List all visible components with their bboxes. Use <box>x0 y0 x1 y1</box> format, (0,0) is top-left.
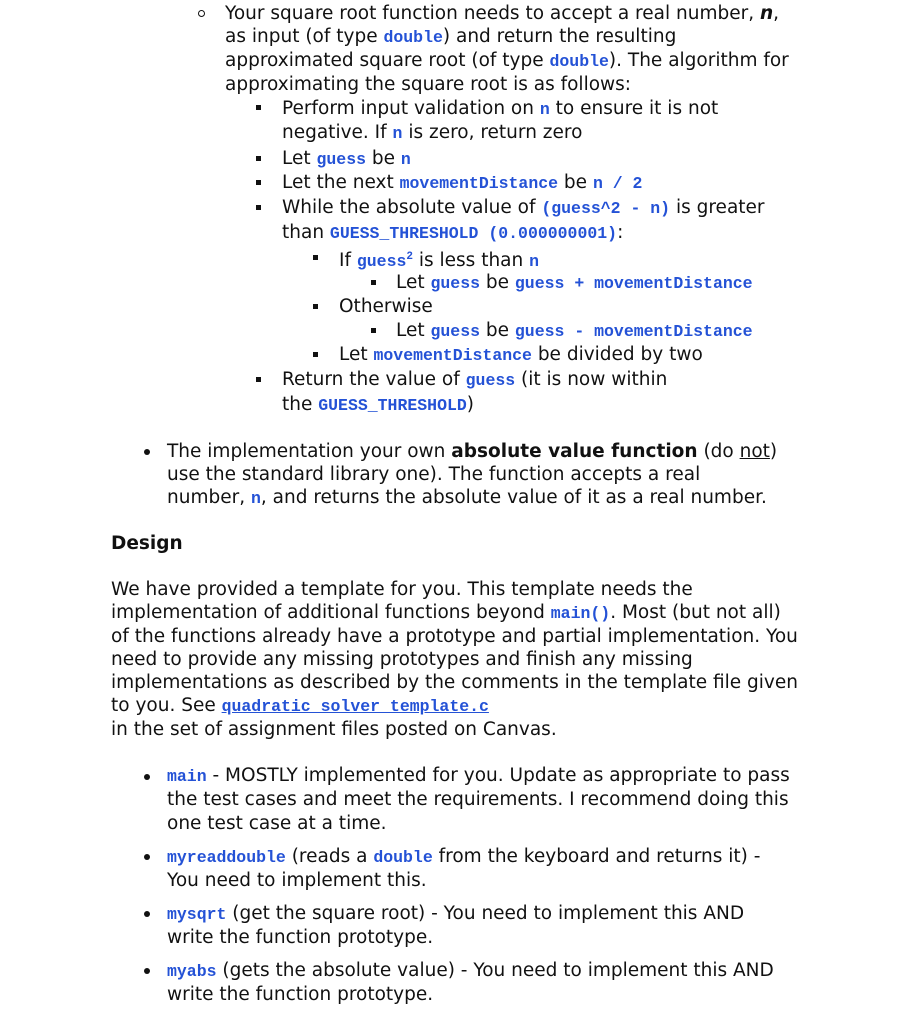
text: Let the next <box>282 172 400 193</box>
design-paragraph-5: implementations as described by the comments in the template file given <box>111 672 798 693</box>
text: The implementation your own <box>167 441 452 462</box>
code-guess: guess <box>316 150 367 169</box>
text: is zero, return zero <box>402 122 583 143</box>
code-function-name: mysqrt <box>167 905 227 924</box>
algo-step-else-let <box>396 319 753 344</box>
text: from the keyboard and returns it) - <box>432 846 761 867</box>
code-function-name: myabs <box>167 962 217 981</box>
code-double: double <box>549 52 609 71</box>
text: - MOSTLY implemented for you. Update as appropriate to pass <box>206 765 790 786</box>
code-guess: guess <box>465 371 516 390</box>
text: . Most (but not all) <box>610 602 781 623</box>
text: the <box>282 394 319 415</box>
function-main-line-1 <box>167 764 790 789</box>
design-heading: Design <box>111 533 183 554</box>
text: approximated square root (of type <box>225 50 550 71</box>
code-double: double <box>373 848 433 867</box>
function-mysqrt-line-2: write the function prototype. <box>167 927 434 948</box>
sqrt-desc-line-2 <box>225 25 676 50</box>
text: to ensure it is not <box>549 98 719 119</box>
abs-item-line-1: The implementation your own absolute value function (do not) <box>167 441 778 462</box>
algo-step-movement <box>282 171 642 196</box>
code-double: double <box>383 28 443 47</box>
list-bullet-square <box>313 255 318 260</box>
code-guess: guess <box>356 252 407 272</box>
text: be <box>480 320 515 341</box>
algo-step-return-2 <box>282 393 474 418</box>
algo-step-if <box>339 246 539 274</box>
function-myabs-line-2: write the function prototype. <box>167 984 434 1005</box>
algo-step-while <box>282 196 765 221</box>
text: , <box>773 3 780 24</box>
code-n: n <box>250 489 261 508</box>
text: Your square root function needs to accept a real number, <box>225 3 760 24</box>
list-bullet-square <box>256 205 261 210</box>
text: (do <box>697 441 740 462</box>
sqrt-desc-line-1 <box>225 2 779 26</box>
code-expr: n / 2 <box>592 174 643 193</box>
text: be <box>366 148 401 169</box>
design-paragraph-3: of the functions already have a prototype and partial implementation. You <box>111 626 798 647</box>
code-n: n <box>392 124 403 143</box>
text: implementation of additional functions beyond <box>111 602 551 623</box>
code-function-name: main <box>167 767 207 786</box>
var-n: n <box>759 3 774 24</box>
text: If <box>339 250 357 272</box>
list-bullet-dot <box>144 449 150 455</box>
text: (get the square root) - You need to implement this AND <box>226 903 745 924</box>
list-bullet-circle <box>198 10 205 17</box>
text: be <box>480 272 515 293</box>
function-mysqrt-line-1 <box>167 902 744 927</box>
code-function-name: myreaddouble <box>167 848 286 867</box>
code-movementDistance: movementDistance <box>399 174 559 193</box>
list-bullet-square <box>313 304 318 309</box>
list-bullet-dot <box>144 968 150 974</box>
superscript: 2 <box>406 251 413 263</box>
code-n: n <box>400 150 411 169</box>
function-myreaddouble-line-1 <box>167 845 760 870</box>
abs-item-line-2: use the standard library one). The function accepts a real <box>167 464 701 485</box>
text: (gets the absolute value) - You need to implement this AND <box>216 960 774 981</box>
text: be <box>558 172 593 193</box>
list-bullet-square <box>256 377 261 382</box>
text: Let <box>339 344 374 365</box>
text: While the absolute value of <box>282 197 542 218</box>
text: as input (of type <box>225 26 384 47</box>
design-paragraph-1: We have provided a template for you. This template needs the <box>111 579 693 600</box>
list-bullet-square <box>371 280 376 285</box>
sqrt-desc-line-4: approximating the square root is as follows: <box>225 74 632 95</box>
text: is greater <box>670 197 765 218</box>
text: ). The algorithm for <box>608 50 789 71</box>
abs-item-line-3 <box>167 486 767 511</box>
code-movementDistance: movementDistance <box>373 346 532 365</box>
text: ) <box>466 394 474 415</box>
list-bullet-dot <box>144 774 150 780</box>
code-main: main() <box>550 604 611 623</box>
function-main-line-2: the test cases and meet the requirements. I recommend doing this <box>167 789 789 810</box>
function-myreaddouble-line-2: You need to implement this. <box>167 870 427 891</box>
text: , and returns the absolute value of it as a real number. <box>260 487 767 508</box>
code-n: n <box>529 252 540 272</box>
function-main-line-3: one test case at a time. <box>167 813 387 834</box>
algo-step-halve <box>339 343 703 368</box>
algo-step-while-2 <box>282 221 623 246</box>
bold-text: absolute value function <box>451 441 698 462</box>
text: Return the value of <box>282 369 466 390</box>
template-file-link[interactable]: quadratic_solver_template.c <box>221 697 489 716</box>
list-bullet-square <box>313 352 318 357</box>
code-guess: guess <box>430 274 481 293</box>
text: (reads a <box>285 846 374 867</box>
code-threshold: GUESS_THRESHOLD (0.000000001) <box>329 224 618 243</box>
text: to you. See <box>111 695 222 716</box>
text: (it is now within <box>515 369 668 390</box>
algo-step-init-guess <box>282 147 411 172</box>
algo-step-otherwise: Otherwise <box>339 296 433 317</box>
function-myabs-line-1 <box>167 959 774 984</box>
text: be divided by two <box>531 344 703 365</box>
code-expr: guess - movementDistance <box>514 322 753 341</box>
code-threshold: GUESS_THRESHOLD <box>318 396 467 415</box>
text: is less than <box>412 250 530 272</box>
code-expr: guess + movementDistance <box>514 274 753 293</box>
list-bullet-dot <box>144 854 150 860</box>
algo-step-if-let <box>396 271 753 296</box>
code-guess: guess <box>430 322 481 341</box>
list-bullet-square <box>256 180 261 185</box>
list-bullet-square <box>371 328 376 333</box>
list-bullet-square <box>256 156 261 161</box>
design-paragraph-7: in the set of assignment files posted on Canvas. <box>111 719 557 740</box>
text: number, <box>167 487 251 508</box>
sqrt-desc-line-3 <box>225 49 789 74</box>
code-expr: (guess^2 - n) <box>541 199 671 218</box>
text: negative. If <box>282 122 393 143</box>
text: than <box>282 222 330 243</box>
design-paragraph-2 <box>111 601 781 626</box>
text: Perform input validation on <box>282 98 540 119</box>
design-paragraph-4: need to provide any missing prototypes and finish any missing <box>111 649 693 670</box>
list-bullet-square <box>256 105 261 110</box>
text: : <box>617 222 624 243</box>
underlined-text: not <box>739 441 770 462</box>
list-bullet-dot <box>144 911 150 917</box>
algo-step-return <box>282 368 667 393</box>
text: Let <box>396 320 431 341</box>
algo-step-validate <box>282 97 718 122</box>
algo-step-validate-2 <box>282 121 582 146</box>
text: Let <box>396 272 431 293</box>
code-n: n <box>539 100 550 119</box>
text: ) and return the resulting <box>442 26 677 47</box>
text: Let <box>282 148 317 169</box>
design-paragraph-6 <box>111 694 489 719</box>
